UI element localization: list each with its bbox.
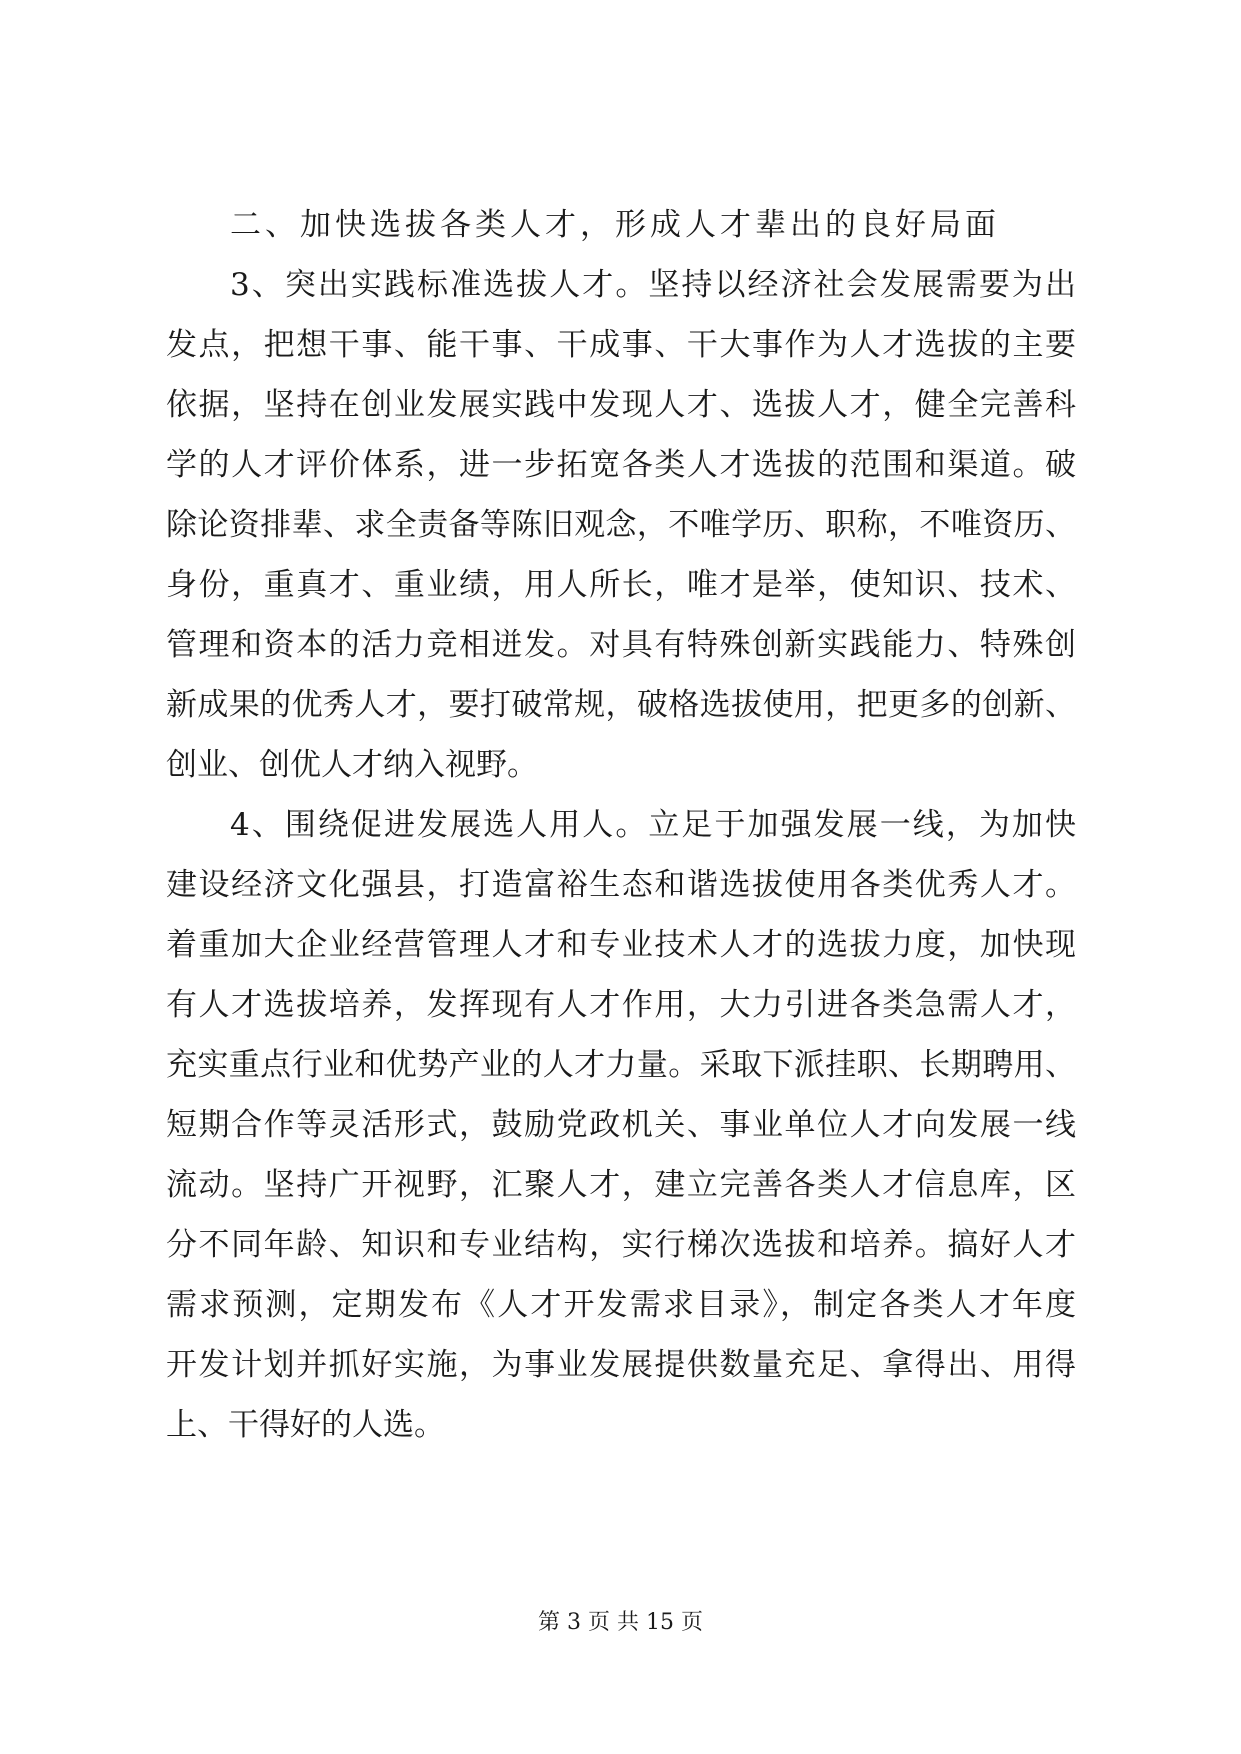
paragraph-2-line: 上、干得好的人选。 [166,1407,445,1443]
paragraph-1-line: 学的人才评价体系，进一步拓宽各类人才选拔的范围和渠道。破 [166,447,1076,483]
paragraph-1-line: 3、突出实践标准选拔人才。坚持以经济社会发展需要为出 [230,267,1076,303]
paragraph-2-line: 短期合作等灵活形式，鼓励党政机关、事业单位人才向发展一线 [166,1107,1076,1143]
section-heading: 二、加快选拔各类人才，形成人才辈出的良好局面 [230,207,1000,243]
page-number-footer: 第 3 页 共 15 页 [538,1610,703,1635]
paragraph-1-line: 身份，重真才、重业绩，用人所长，唯才是举，使知识、技术、 [166,567,1076,603]
paragraph-2-line: 开发计划并抓好实施，为事业发展提供数量充足、拿得出、用得 [166,1347,1076,1383]
paragraph-2-line: 建设经济文化强县，打造富裕生态和谐选拔使用各类优秀人才。 [166,867,1076,903]
paragraph-2-line: 分不同年龄、知识和专业结构，实行梯次选拔和培养。搞好人才 [166,1227,1076,1263]
paragraph-1-line: 新成果的优秀人才，要打破常规，破格选拔使用，把更多的创新、 [166,687,1076,723]
paragraph-2-line: 着重加大企业经营管理人才和专业技术人才的选拔力度，加快现 [166,927,1076,963]
paragraph-2-line: 4、围绕促进发展选人用人。立足于加强发展一线，为加快 [230,807,1076,843]
paragraph-2-line: 需求预测，定期发布《人才开发需求目录》，制定各类人才年度 [166,1287,1076,1323]
paragraph-1-line: 管理和资本的活力竞相迸发。对具有特殊创新实践能力、特殊创 [166,627,1076,663]
paragraph-1-line: 依据，坚持在创业发展实践中发现人才、选拔人才，健全完善科 [166,387,1076,423]
paragraph-1-line: 除论资排辈、求全责备等陈旧观念，不唯学历、职称，不唯资历、 [166,507,1076,543]
paragraph-1-line: 发点，把想干事、能干事、干成事、干大事作为人才选拔的主要 [166,327,1076,363]
paragraph-1-line: 创业、创优人才纳入视野。 [166,747,538,783]
paragraph-2-line: 流动。坚持广开视野，汇聚人才，建立完善各类人才信息库，区 [166,1167,1076,1203]
paragraph-2-line: 充实重点行业和优势产业的人才力量。采取下派挂职、长期聘用、 [166,1047,1076,1083]
paragraph-2-line: 有人才选拔培养，发挥现有人才作用，大力引进各类急需人才， [166,987,1076,1023]
